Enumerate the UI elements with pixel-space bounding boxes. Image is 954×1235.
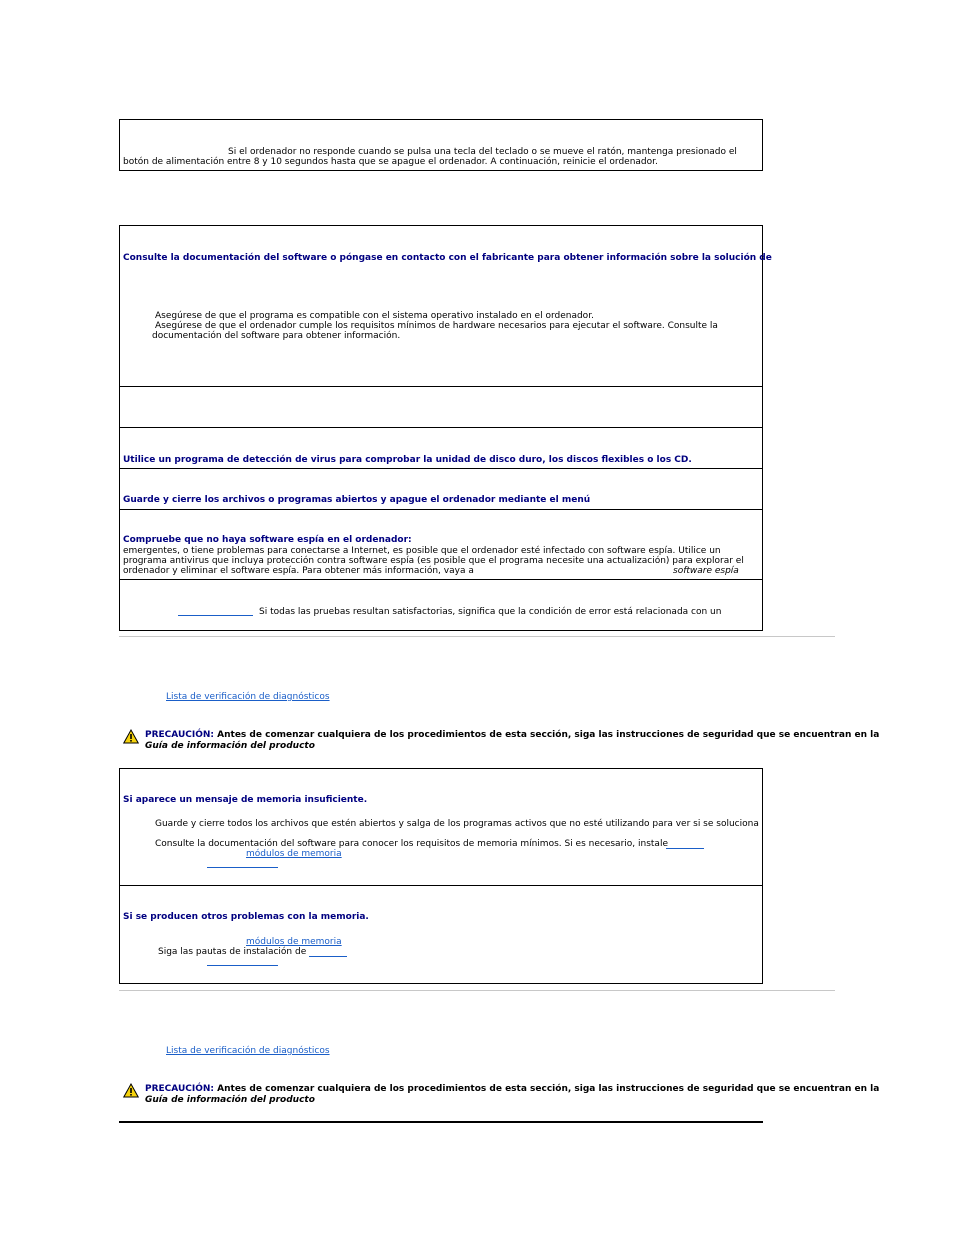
diagnostics-checklist-link[interactable]: Lista de verificación de diagnósticos (166, 692, 330, 702)
caution-icon (123, 729, 139, 744)
caution-icon (123, 1083, 139, 1098)
row-divider (119, 386, 763, 387)
save-close-heading: Guarde y cierre los archivos o programas abiertos y apague el ordenador mediante el menú (123, 495, 591, 505)
link-placeholder[interactable] (207, 965, 278, 966)
insufficient-memory-heading: Si aparece un mensaje de memoria insuficiente. (123, 795, 368, 805)
link-placeholder[interactable] (207, 867, 278, 868)
spyware-line2: programa antivirus que incluya protección contra software espía (es posible que el programa necesite una actualización) para explorar el (123, 556, 744, 566)
spyware-italic: software espía (673, 566, 739, 576)
virus-scan-heading: Utilice un programa de detección de virus para comprobar la unidad de disco duro, los discos flexibles o los CD. (123, 455, 692, 465)
diagnostics-result-text: Si todas las pruebas resultan satisfactorias, significa que la condición de error está relacionada con un (259, 607, 722, 617)
spyware-line3: ordenador y eliminar el software espía. Para obtener más información, vaya a (123, 566, 474, 576)
row-divider (119, 885, 763, 886)
diagnostics-checklist-link-2[interactable]: Lista de verificación de diagnósticos (166, 1046, 330, 1056)
table-top-border (119, 1121, 763, 1123)
link-placeholder[interactable] (309, 956, 347, 957)
spyware-heading: Compruebe que no haya software espía en el ordenador: (123, 535, 412, 545)
caution-block (145, 730, 879, 751)
spyware-line1: emergentes, o tiene problemas para conectarse a Internet, es posible que el ordenador esté infectado con software espía. Utilice un (123, 546, 721, 556)
row-divider (119, 579, 763, 580)
install-guidelines-item: Siga las pautas de instalación de (158, 947, 307, 957)
row-divider (119, 427, 763, 428)
other-memory-problems-heading: Si se producen otros problemas con la memoria. (123, 912, 369, 922)
requirements-bullet-line1: Asegúrese de que el ordenador cumple los requisitos mínimos de hardware necesarios para ejecutar el software. Consulte la (155, 321, 718, 331)
software-doc-heading: Consulte la documentación del software o póngase en contacto con el fabricante para obtener información sobre la solución de (123, 253, 772, 263)
requirements-bullet-line2: documentación del software para obtener información. (152, 331, 401, 341)
memory-modules-link-2[interactable]: módulos de memoria (246, 937, 342, 947)
caution-guide-title: Guía de información del producto (145, 1094, 315, 1105)
caution-block-2 (145, 1084, 879, 1105)
caution-text: Antes de comenzar cualquiera de los procedimientos de esta sección, siga las instrucciones de seguridad que se encuentran en la (217, 1084, 880, 1094)
memory-modules-link[interactable]: módulos de memoria (246, 849, 342, 859)
link-placeholder[interactable] (666, 848, 704, 849)
caution-label: PRECAUCIÓN: (145, 1084, 215, 1094)
compat-bullet: Asegúrese de que el programa es compatible con el sistema operativo instalado en el ordenador. (155, 311, 594, 321)
unresponsive-text-line2: botón de alimentación entre 8 y 10 segundos hasta que se apague el ordenador. A continuación, reinicie el ordenador. (123, 157, 658, 167)
save-close-item: Guarde y cierre todos los archivos que estén abiertos y salga de los programas activos que no esté utilizando para ver si se soluciona (155, 819, 759, 829)
diagnostics-link-placeholder[interactable] (178, 615, 253, 616)
section-separator (119, 636, 835, 637)
memory-requirements-item: Consulte la documentación del software para conocer los requisitos de memoria mínimos. Si es necesario, instale (155, 839, 668, 849)
caution-guide-title: Guía de información del producto (145, 740, 315, 751)
unresponsive-text-line1: Si el ordenador no responde cuando se pulsa una tecla del teclado o se mueve el ratón, mantenga presionado el (228, 147, 737, 157)
row-divider (119, 468, 763, 469)
row-divider (119, 509, 763, 510)
section-separator (119, 990, 835, 991)
caution-label: PRECAUCIÓN: (145, 730, 215, 740)
caution-text: Antes de comenzar cualquiera de los procedimientos de esta sección, siga las instrucciones de seguridad que se encuentran en la (217, 730, 880, 740)
